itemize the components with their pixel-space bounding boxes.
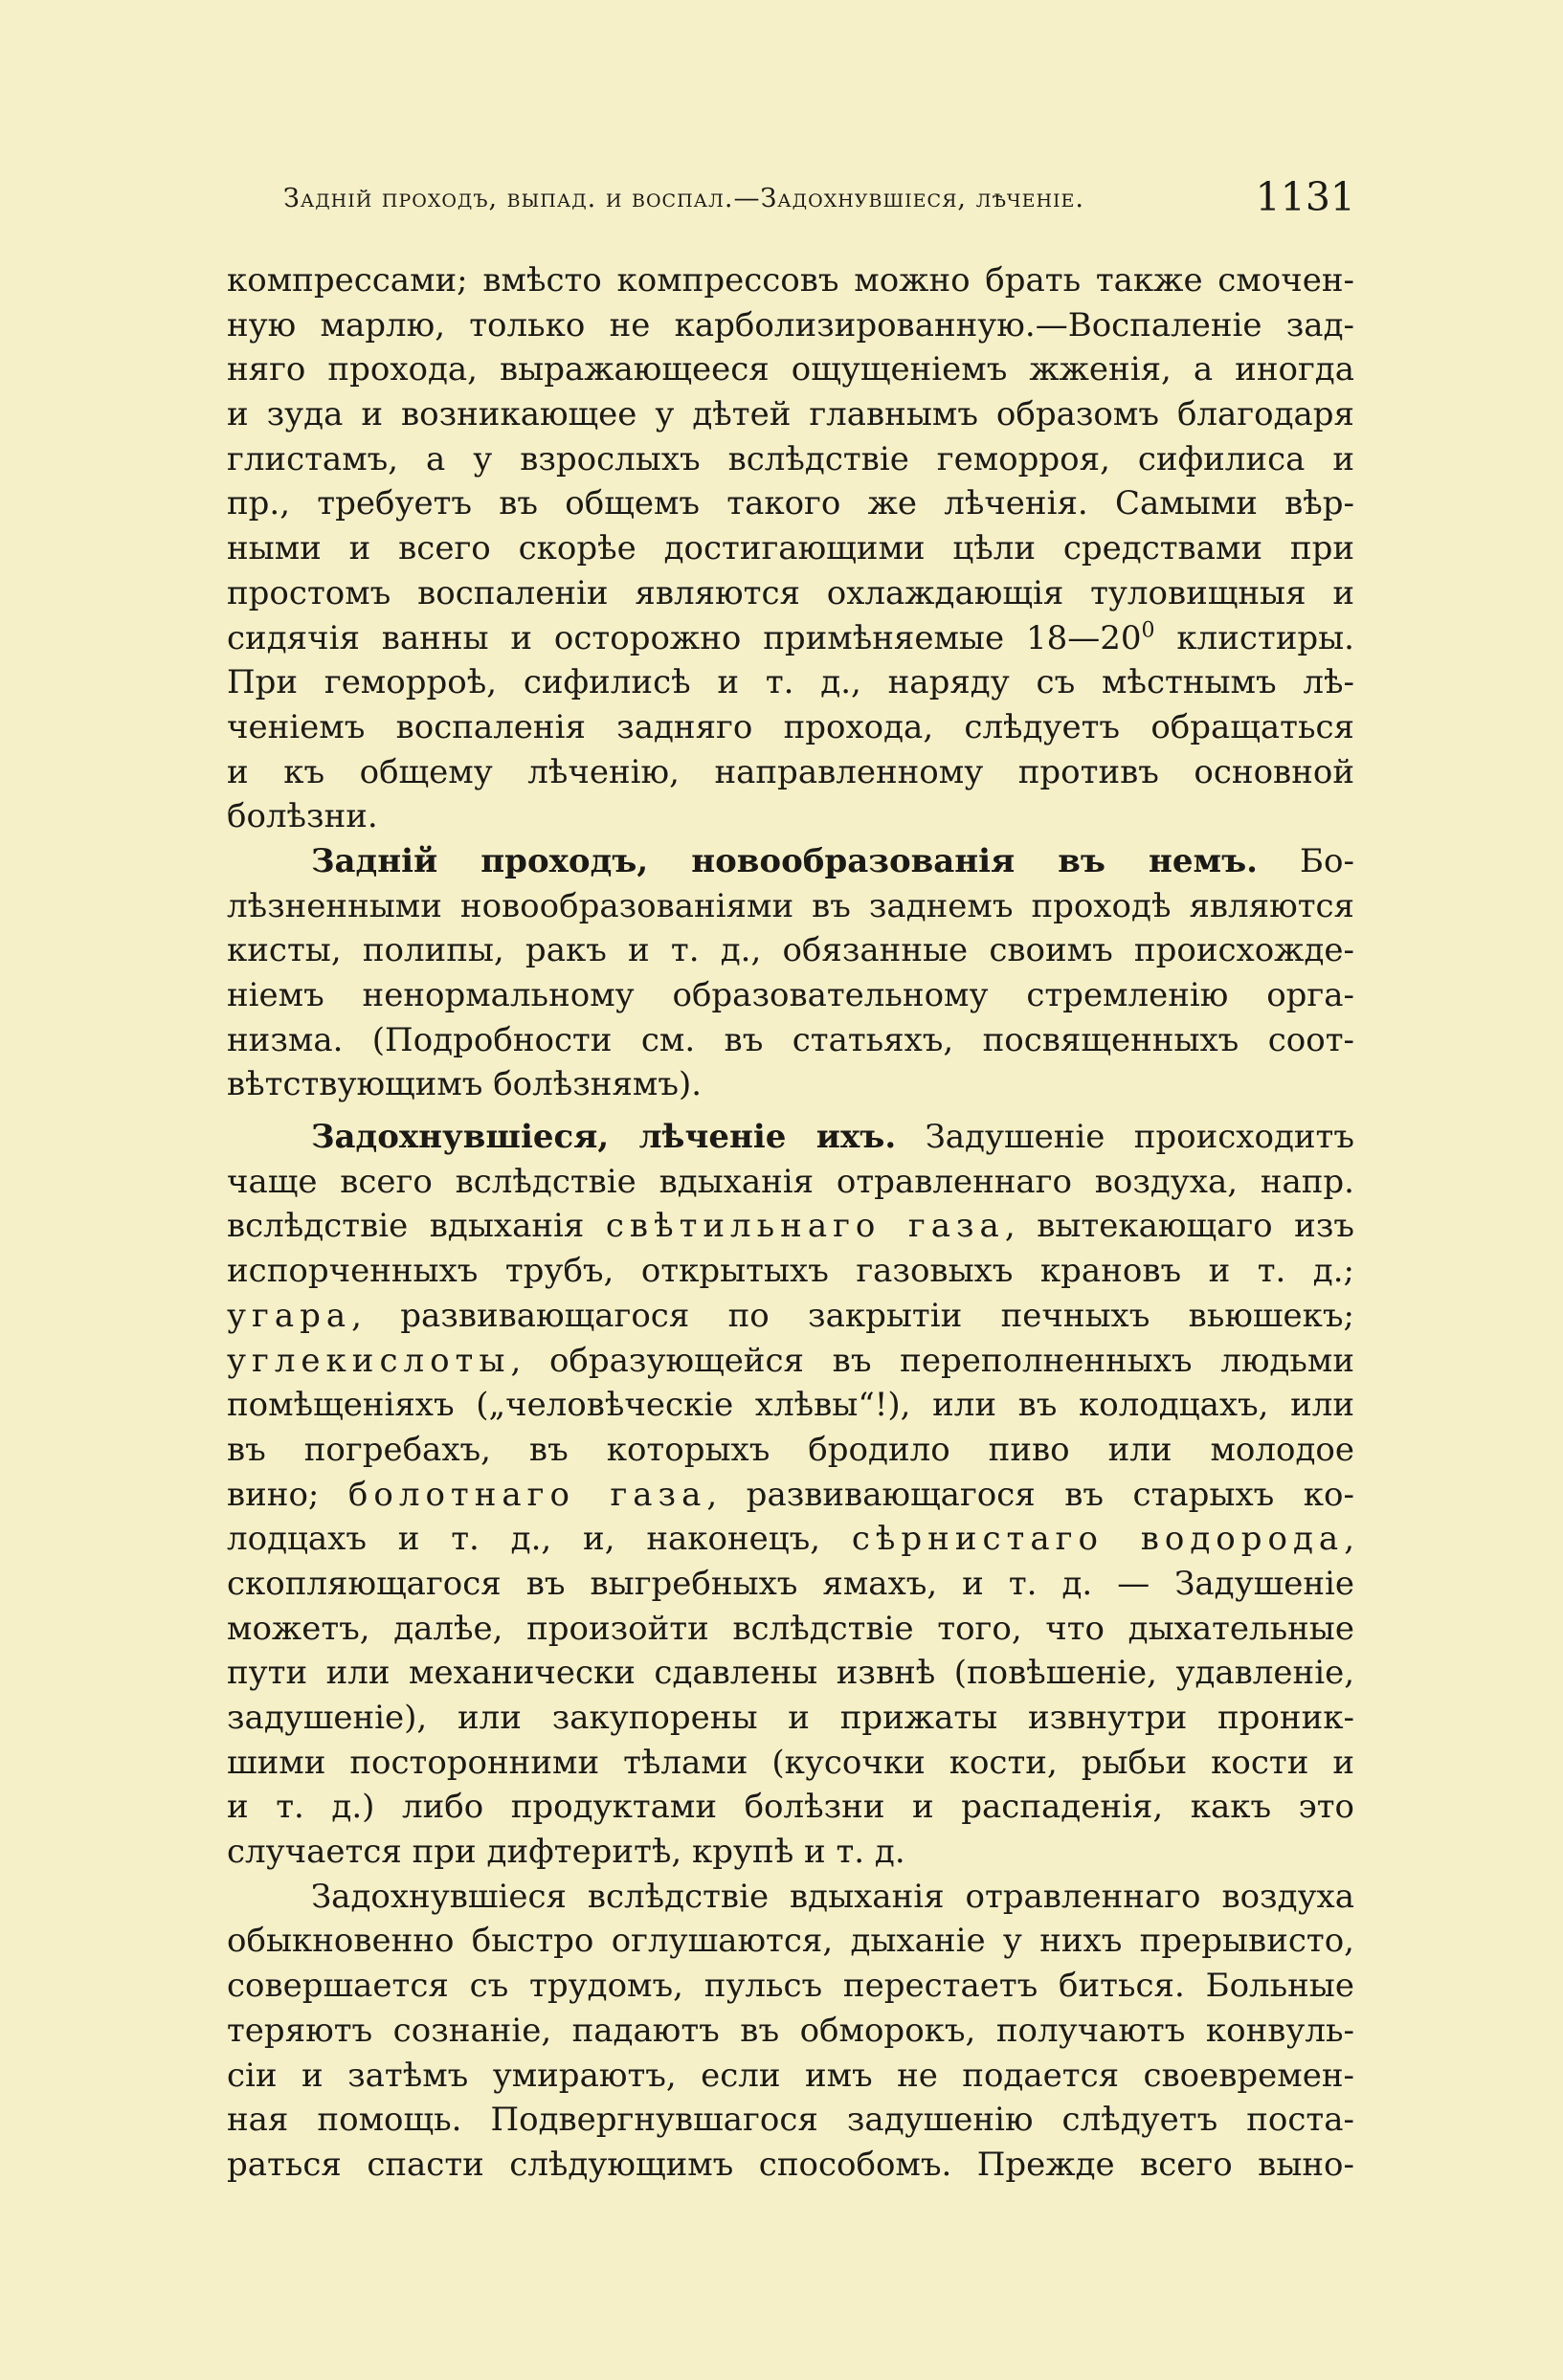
text-run: теряютъ сознаніе, падаютъ въ обморокъ, получаютъ конвуль- bbox=[227, 2011, 1354, 2050]
text-line bbox=[227, 1204, 1354, 1249]
text-run: вино; bbox=[227, 1475, 348, 1514]
text-line bbox=[227, 1964, 1354, 2009]
text-run: ніемъ ненормальному образовательному стремленію орга- bbox=[227, 976, 1354, 1014]
text-line bbox=[227, 1473, 1354, 1518]
text-line bbox=[227, 1428, 1354, 1473]
text-line bbox=[227, 1249, 1354, 1294]
text-line bbox=[227, 2009, 1354, 2054]
text-line bbox=[227, 1875, 1354, 1920]
text-run: лѣзненными новообразованіями въ заднемъ проходѣ являются bbox=[227, 886, 1354, 925]
body-text bbox=[227, 258, 1354, 2188]
text-line bbox=[227, 1160, 1354, 1205]
spaced-term: углекислоты bbox=[227, 1341, 511, 1380]
text-line bbox=[227, 1607, 1354, 1652]
text-run: глистамъ, а у взрослыхъ вслѣдствіе геморроя, сифилиса и bbox=[227, 439, 1354, 478]
text-run: При геморроѣ, сифилисѣ и т. д., наряду съ мѣстнымъ лѣ- bbox=[227, 663, 1354, 702]
text-line bbox=[227, 1517, 1354, 1562]
text-line bbox=[227, 1741, 1354, 1786]
text-run: сидячія ванны и осторожно примѣняемые 18—20 bbox=[227, 618, 1142, 657]
text-run: чаще всего вслѣдствіе вдыханія отравленнаго воздуха, напр. bbox=[227, 1162, 1354, 1201]
text-line bbox=[227, 660, 1354, 705]
text-run: и къ общему лѣченію, направленному противъ основной bbox=[227, 752, 1354, 791]
text-line bbox=[227, 258, 1354, 303]
text-line bbox=[227, 481, 1354, 526]
text-line bbox=[227, 1830, 1354, 1875]
text-line bbox=[227, 1785, 1354, 1830]
text-run: раться спасти слѣдующимъ способомъ. Прежде всего выно- bbox=[227, 2145, 1354, 2184]
text-line bbox=[227, 1383, 1354, 1428]
text-run: пр., требуетъ въ общемъ такого же лѣченія. Самыми вѣр- bbox=[227, 484, 1354, 523]
text-line bbox=[227, 973, 1354, 1018]
text-run: испорченныхъ трубъ, открытыхъ газовыхъ крановъ и т. д.; bbox=[227, 1252, 1354, 1291]
text-run: шими посторонними тѣлами (кусочки кости, рыбьи кости и bbox=[227, 1743, 1354, 1782]
text-line bbox=[227, 1115, 1354, 1160]
text-line bbox=[227, 2098, 1354, 2143]
text-run: въ погребахъ, въ которыхъ бродило пиво или молодое bbox=[227, 1430, 1354, 1469]
text-run: Бо- bbox=[1258, 841, 1354, 880]
text-line bbox=[227, 794, 1354, 839]
text-run: , вытекающаго изъ bbox=[1004, 1207, 1354, 1246]
text-run: обыкновенно быстро оглушаются, дыханіе у нихъ прерывисто, bbox=[227, 1922, 1354, 1961]
text-line bbox=[227, 392, 1354, 437]
text-line bbox=[227, 1651, 1354, 1696]
text-run: случается при дифтеритѣ, крупѣ и т. д. bbox=[227, 1833, 905, 1872]
page-number: 1131 bbox=[1255, 174, 1355, 220]
text-run: низма. (Подробности см. въ статьяхъ, посвященныхъ соот- bbox=[227, 1020, 1354, 1059]
text-line bbox=[227, 526, 1354, 571]
text-run: и зуда и возникающее у дѣтей главнымъ образомъ благодаря bbox=[227, 395, 1354, 434]
text-run: пути или механически сдавлены извнѣ (повѣшеніе, удавленіе, bbox=[227, 1654, 1354, 1693]
text-run: болѣзни. bbox=[227, 797, 378, 836]
text-run: , образующейся въ переполненныхъ людьми bbox=[510, 1341, 1354, 1380]
text-line bbox=[227, 303, 1354, 348]
text-line bbox=[227, 1062, 1354, 1107]
text-run: совершается съ трудомъ, пульсъ перестаетъ биться. Больные bbox=[227, 1967, 1354, 2006]
text-line bbox=[227, 1294, 1354, 1339]
text-run: вѣтствующимъ болѣзнямъ). bbox=[227, 1065, 703, 1104]
text-run: и т. д.) либо продуктами болѣзни и распаденія, какъ это bbox=[227, 1788, 1354, 1827]
text-run: клистиры. bbox=[1154, 618, 1354, 657]
text-line bbox=[227, 571, 1354, 616]
text-run: кисты, полипы, ракъ и т. д., обязанные своимъ происхожде- bbox=[227, 931, 1354, 970]
text-run: ную марлю, только не карболизированную.—Воспаленіе зад- bbox=[227, 305, 1354, 345]
text-run: Задохнувшіеся вслѣдствіе вдыханія отравленнаго воздуха bbox=[311, 1877, 1354, 1916]
spaced-term: угара bbox=[227, 1296, 352, 1335]
text-run: можетъ, далѣе, произойти вслѣдствіе того, что дыхательные bbox=[227, 1609, 1354, 1648]
text-line bbox=[227, 1696, 1354, 1741]
text-line bbox=[227, 750, 1354, 795]
text-run: лодцахъ и т. д., и, наконецъ, bbox=[227, 1520, 852, 1559]
text-line bbox=[227, 616, 1354, 661]
running-header bbox=[283, 174, 1355, 232]
text-run: ная помощь. Подвергнувшагося задушенію слѣдуетъ поста- bbox=[227, 2101, 1354, 2140]
spaced-term: свѣтильнаго газа bbox=[605, 1207, 1005, 1246]
text-line bbox=[227, 1562, 1354, 1607]
text-line bbox=[227, 437, 1354, 482]
text-line bbox=[227, 347, 1354, 392]
spaced-term: сѣрнистаго водорода bbox=[851, 1520, 1345, 1559]
text-run: сіи и затѣмъ умираютъ, если имъ не подается своевремен- bbox=[227, 2056, 1354, 2095]
text-line bbox=[227, 1018, 1354, 1063]
running-title: Задній проходъ, выпад. и воспал.—Задохнувшіеся, лѣченіе. bbox=[283, 184, 1085, 213]
text-run: няго прохода, выражающееся ощущеніемъ жженія, а иногда bbox=[227, 350, 1354, 389]
text-line bbox=[227, 1339, 1354, 1384]
text-run: , bbox=[1344, 1520, 1354, 1559]
text-run: простомъ воспаленіи являются охлаждающія туловищныя и bbox=[227, 573, 1354, 612]
degree-superscript: 0 bbox=[1141, 618, 1155, 643]
section-heading: Задній проходъ, новообразованія въ немъ. bbox=[311, 841, 1259, 880]
text-line bbox=[227, 884, 1354, 929]
text-run: задушеніе), или закупорены и прижаты извнутри проник- bbox=[227, 1699, 1354, 1737]
text-run: ными и всего скорѣе достигающими цѣли средствами при bbox=[227, 529, 1354, 568]
text-run: скопляющагося въ выгребныхъ ямахъ, и т. д. — Задушеніе bbox=[227, 1564, 1354, 1603]
text-line bbox=[227, 705, 1354, 750]
text-line bbox=[227, 928, 1354, 973]
text-line bbox=[227, 839, 1354, 884]
text-run: компрессами; вмѣсто компрессовъ можно брать также смочен- bbox=[227, 261, 1354, 300]
spaced-term: болотнаго газа bbox=[347, 1475, 707, 1514]
text-line bbox=[227, 2143, 1354, 2188]
text-run: вслѣдствіе вдыханія bbox=[227, 1207, 606, 1246]
section-heading: Задохнувшіеся, лѣченіе ихъ. bbox=[311, 1118, 897, 1157]
text-line bbox=[227, 1919, 1354, 1964]
text-run: помѣщеніяхъ („человѣческіе хлѣвы“!), или въ колодцахъ, или bbox=[227, 1386, 1354, 1425]
text-run: , развивающагося въ старыхъ ко- bbox=[706, 1475, 1354, 1514]
text-run: , развивающагося по закрытіи печныхъ вьюшекъ; bbox=[351, 1296, 1354, 1335]
text-run: Задушеніе происходитъ bbox=[896, 1118, 1354, 1157]
text-line bbox=[227, 2054, 1354, 2099]
text-run: ченіемъ воспаленія задняго прохода, слѣдуетъ обращаться bbox=[227, 707, 1354, 746]
